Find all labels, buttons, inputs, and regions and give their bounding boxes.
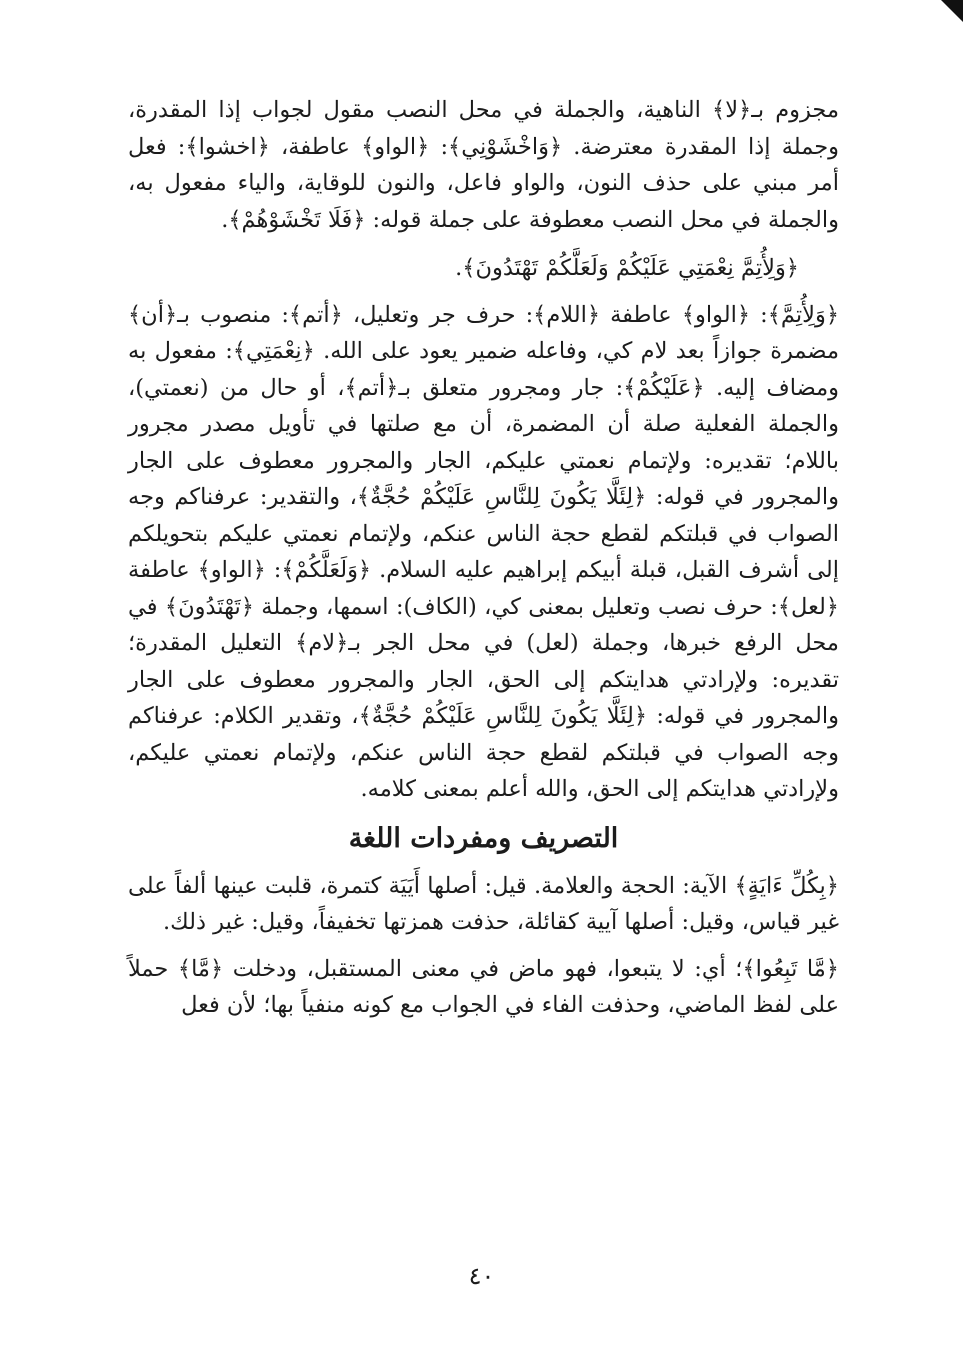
scan-corner-mark [941, 0, 963, 22]
section-heading: التصريف ومفردات اللغة [348, 822, 619, 854]
quran-verse: ﴿وَلِأُتِمَّ نِعْمَتِي عَلَيْكُمْ وَلَعَلَّكُمْ تَهْتَدُونَ﴾. [455, 255, 799, 281]
page-body [128, 92, 839, 1024]
paragraph-tabiu: ﴿مَّا تَبِعُوا﴾؛ أي: لا يتبعوا، فهو ماض في معنى المستقبل، ودخلت ﴿مَّا﴾ حملاً على لفظ الماضي، وحذفت الفاء في الجواب مع كونه منفياً بها؛ لأن فعل [128, 955, 839, 1018]
page-number: ٤٠ [468, 1262, 495, 1290]
paragraph-intro: مجزوم بـ﴿لا﴾ الناهية، والجملة في محل النصب مقول لجواب إذا المقدرة، وجملة إذا المقدرة معترضة. ﴿وَاخْشَوْنِي﴾: ﴿الواو﴾ عاطفة، ﴿اخشوا﴾: فعل أمر مبني على حذف النون، والواو فاعل، والنون للوقاية، والياء مفعول به، والجملة في محل النصب معطوفة على جملة قوله: ﴿فَلَا تَخْشَوْهُمْ﴾. [128, 97, 839, 233]
paragraph-grammatical-analysis: ﴿وَلِأُتِمَّ﴾: ﴿الواو﴾ عاطفة ﴿اللام﴾: حرف جر وتعليل، ﴿أتم﴾: منصوب بـ﴿أن﴾ مضمرة جوازاً بعد لام كي، وفاعله ضمير يعود على الله. ﴿نِعْمَتِي﴾: مفعول به ومضاف إليه. ﴿عَلَيْكُمْ﴾: جار ومجرور متعلق بـ﴿أتم﴾، أو حال من (نعمتي)، والجملة الفعلية صلة أن المضمرة، أن مع صلتها في تأويل مصدر مجرور باللام؛ تقديره: ولإتمام نعمتي عليكم، الجار والمجرور معطوف على الجار والمجرور في قوله: ﴿لِئَلَّا يَكُونَ لِلنَّاسِ عَلَيْكُمْ حُجَّةٌ﴾، والتقدير: عرفناكم وجه الصواب في قبلتكم لقطع حجة الناس عنكم، ولإتمام نعمتي عليكم بتحويلكم إلى أشرف القبل، قبلة أبيكم إبراهيم عليه السلام. ﴿وَلَعَلَّكُمْ﴾: ﴿الواو﴾ عاطفة ﴿لعل﴾: حرف نصب وتعليل بمعنى كي، (الكاف): اسمها، وجملة ﴿تَهْتَدُونَ﴾ في محل الرفع خبرها، وجملة (لعل) في محل الجر بـ﴿لام﴾ التعليل المقدرة؛ تقديره: ولإرادتي هدايتكم إلى الحق، الجار والمجرور معطوف على الجار والمجرور في قوله: ﴿لِئَلَّا يَكُونَ لِلنَّاسِ عَلَيْكُمْ حُجَّةٌ﴾، وتقدير الكلام: عرفناكم وجه الصواب في قبلتكم لقطع حجة الناس عنكم، ولإتمام نعمتي عليكم، ولإرادتي هدايتكم إلى الحق، والله أعلم بمعنى كلامه. [128, 301, 839, 802]
paragraph-aya-definition: ﴿بِكُلِّ ءَايَةٍ﴾ الآية: الحجة والعلامة. قيل: أصلها أَيَيَة كتمرة، قلبت عينها ألفاً على غير قياس، وقيل: أصلها آيية كقائلة، حذفت همزتها تخفيفاً، وقيل: غير ذلك. [128, 872, 839, 935]
